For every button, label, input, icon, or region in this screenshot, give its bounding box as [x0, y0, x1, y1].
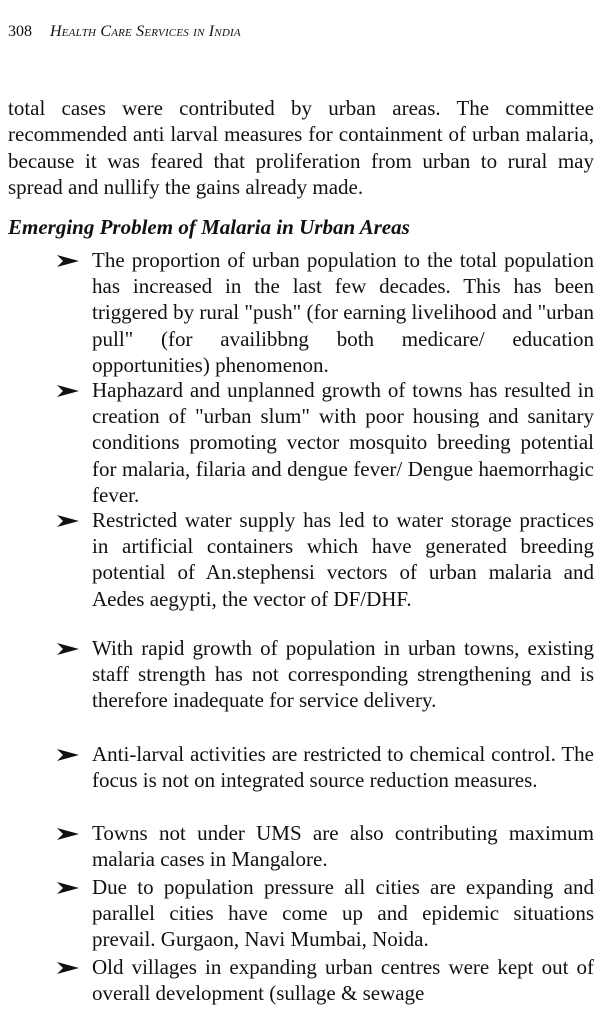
- list-item-text: Due to population pressure all cities are expanding and parallel cities have come up and epidemic situations prevail. Gurgaon, Navi Mumbai, Noida.: [92, 875, 594, 952]
- arrowhead-bullet-icon: [56, 961, 80, 975]
- arrowhead-bullet-icon: [56, 254, 80, 268]
- intro-paragraph: total cases were contributed by urban areas. The committee recommended anti larval measures for containment of urban malaria, because it was feared that proliferation from urban to rural may spread and nullify the gains already made.: [8, 96, 594, 200]
- list-item-text: Haphazard and unplanned growth of towns has resulted in creation of "urban slum" with poor housing and sanitary conditions promoting vector mosquito breeding potential for malaria, filaria and dengue fever/ Dengue haemorrhagic fever.: [92, 378, 594, 507]
- arrowhead-bullet-icon: [56, 827, 80, 841]
- list-item-text: Old villages in expanding urban centres were kept out of overall development (sullage & sewage: [92, 955, 594, 1006]
- list-item-text: The proportion of urban population to the total population has increased in the last few decades. This has been triggered by rural "push" (for earning livelihood and "urban pull" (for availibbng both medicare/ education opportunities) phenomenon.: [92, 248, 594, 377]
- book-title: Health Care Services in India: [50, 23, 241, 40]
- arrowhead-bullet-icon: [56, 881, 80, 895]
- list-item-text: With rapid growth of population in urban towns, existing staff strength has not corresponding strengthening and is therefore inadequate for service delivery.: [92, 636, 594, 713]
- list-item-text: Towns not under UMS are also contributing maximum malaria cases in Mangalore.: [92, 821, 594, 872]
- arrowhead-bullet-icon: [56, 642, 80, 656]
- arrowhead-bullet-icon: [56, 514, 80, 528]
- arrowhead-bullet-icon: [56, 384, 80, 398]
- arrowhead-bullet-icon: [56, 748, 80, 762]
- page-number: 308: [8, 23, 32, 40]
- list-item-text: Restricted water supply has led to water storage practices in artificial containers which have generated breeding potential of An.stephensi vectors of urban malaria and Aedes aegypti, the vector of DF/DHF.: [92, 508, 594, 611]
- list-item-text: Anti-larval activities are restricted to chemical control. The focus is not on integrated source reduction measures.: [92, 742, 594, 793]
- section-heading: Emerging Problem of Malaria in Urban Areas: [8, 215, 410, 239]
